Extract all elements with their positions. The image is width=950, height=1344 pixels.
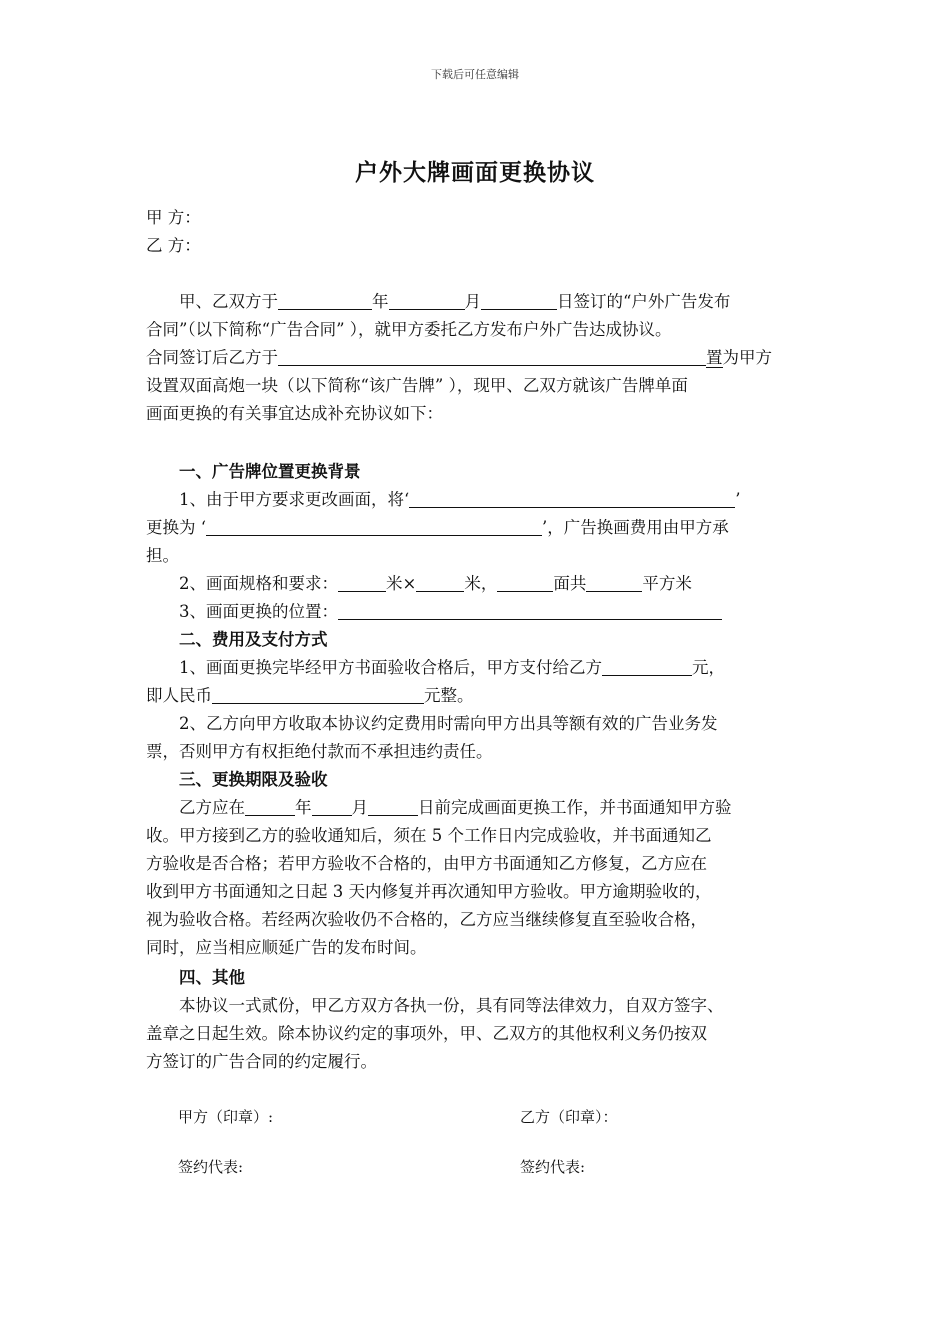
intro-line-2: 合同”（以下简称“广告合同” ），就甲方委托乙方发布户外广告达成协议。	[146, 320, 672, 339]
text: 3、画面更换的位置：	[179, 602, 338, 621]
s2-item-1	[146, 654, 816, 682]
text: ’	[735, 490, 741, 509]
old-content-blank	[409, 489, 735, 508]
text: 月	[351, 798, 368, 817]
text: 2、画面规格和要求：	[179, 574, 338, 593]
intro-line-3	[146, 344, 816, 372]
location-blank	[278, 347, 706, 366]
s3-line-5: 视为验收合格。若经两次验收仍不合格的，乙方应当继续修复直至验收合格，	[146, 910, 707, 929]
s1-item-2	[146, 570, 816, 598]
intro-paragraph	[146, 288, 816, 428]
text: 日签订的“户外广告发布	[557, 292, 731, 311]
text: 面共	[553, 574, 587, 593]
text: 合同签订后乙方于	[146, 348, 278, 367]
s3-line-1	[146, 794, 816, 822]
text: 更换为 ‘	[146, 518, 206, 537]
s4-line-1: 本协议一式贰份，甲乙方双方各执一份，具有同等法律效力，自双方签字、	[179, 996, 724, 1015]
text: 元，	[692, 658, 725, 677]
width-blank	[338, 573, 386, 592]
text: 月	[464, 292, 481, 311]
section-2	[146, 626, 816, 766]
party-a-seal: 甲方（印章）:	[178, 1108, 274, 1126]
text: 乙方应在	[179, 798, 245, 817]
area-blank	[586, 573, 642, 592]
intro-line-1	[146, 288, 816, 316]
deadline-day-blank	[368, 797, 418, 816]
party-a-representative: 签约代表:	[178, 1158, 244, 1176]
s2-item-1-cont	[146, 682, 816, 710]
section-4	[146, 964, 816, 1076]
text: 元整。	[424, 686, 474, 705]
s2-item-2: 2、乙方向甲方收取本协议约定费用时需向甲方出具等额有效的广告业务发	[179, 714, 718, 733]
text: 置	[706, 348, 723, 367]
month-blank	[389, 291, 465, 310]
text: 年	[295, 798, 312, 817]
text: 年	[372, 292, 389, 311]
deadline-year-blank	[245, 797, 295, 816]
section-3-heading: 三、更换期限及验收	[179, 770, 328, 789]
rmb-blank	[212, 685, 424, 704]
text: 米，	[464, 574, 498, 593]
party-a-line: 甲 方：	[146, 208, 201, 227]
amount-blank	[602, 657, 692, 676]
s1-item-1	[146, 486, 816, 514]
text: 为甲方	[722, 348, 772, 367]
header-note: 下载后可任意编辑	[431, 68, 519, 81]
s1-item-1-end: 担。	[146, 546, 179, 565]
text: 米×	[386, 574, 417, 593]
s2-item-2-cont: 票，否则甲方有权拒绝付款而不承担违约责任。	[146, 742, 493, 761]
section-1	[146, 458, 816, 626]
s1-item-1-cont	[146, 514, 816, 542]
section-3	[146, 766, 816, 962]
party-b-line: 乙 方：	[146, 236, 201, 255]
day-blank	[481, 291, 557, 310]
document-title: 户外大牌画面更换协议	[355, 159, 595, 186]
section-1-heading: 一、广告牌位置更换背景	[179, 462, 361, 481]
party-b-representative: 签约代表:	[520, 1158, 586, 1176]
s1-item-3	[146, 598, 816, 626]
sides-blank	[497, 573, 553, 592]
text: 甲、乙双方于	[179, 292, 278, 311]
s4-line-3: 方签订的广告合同的约定履行。	[146, 1052, 377, 1071]
party-b-seal: 乙方（印章）：	[520, 1108, 618, 1126]
year-blank	[278, 291, 372, 310]
intro-line-4: 设置双面高炮一块（以下简称“该广告牌” ），现甲、乙双方就该广告牌单面	[146, 376, 688, 395]
s3-line-3: 方验收是否合格；若甲方验收不合格的，由甲方书面通知乙方修复，乙方应在	[146, 854, 707, 873]
text: 平方米	[642, 574, 692, 593]
text: 1、由于甲方要求更改画面，将‘	[179, 490, 410, 509]
text: 1、画面更换完毕经甲方书面验收合格后，甲方支付给乙方	[179, 658, 602, 677]
height-blank	[416, 573, 464, 592]
text: 即人民币	[146, 686, 212, 705]
section-4-heading: 四、其他	[179, 968, 245, 987]
text: ’，广告换画费用由甲方承	[542, 518, 729, 537]
position-blank	[338, 601, 722, 620]
s3-line-4: 收到甲方书面通知之日起 3 天内修复并再次通知甲方验收。甲方逾期验收的，	[146, 882, 712, 901]
new-content-blank	[206, 517, 542, 536]
parties	[146, 204, 816, 260]
text: 日前完成画面更换工作，并书面通知甲方验	[418, 798, 732, 817]
s3-line-2: 收。甲方接到乙方的验收通知后，须在 5 个工作日内完成验收，并书面通知乙	[146, 826, 712, 845]
s4-line-2: 盖章之日起生效。除本协议约定的事项外，甲、乙双方的其他权利义务仍按双	[146, 1024, 707, 1043]
deadline-month-blank	[312, 797, 352, 816]
section-2-heading: 二、费用及支付方式	[179, 630, 328, 649]
s3-line-6: 同时，应当相应顺延广告的发布时间。	[146, 938, 427, 957]
intro-line-5: 画面更换的有关事宜达成补充协议如下：	[146, 404, 443, 423]
